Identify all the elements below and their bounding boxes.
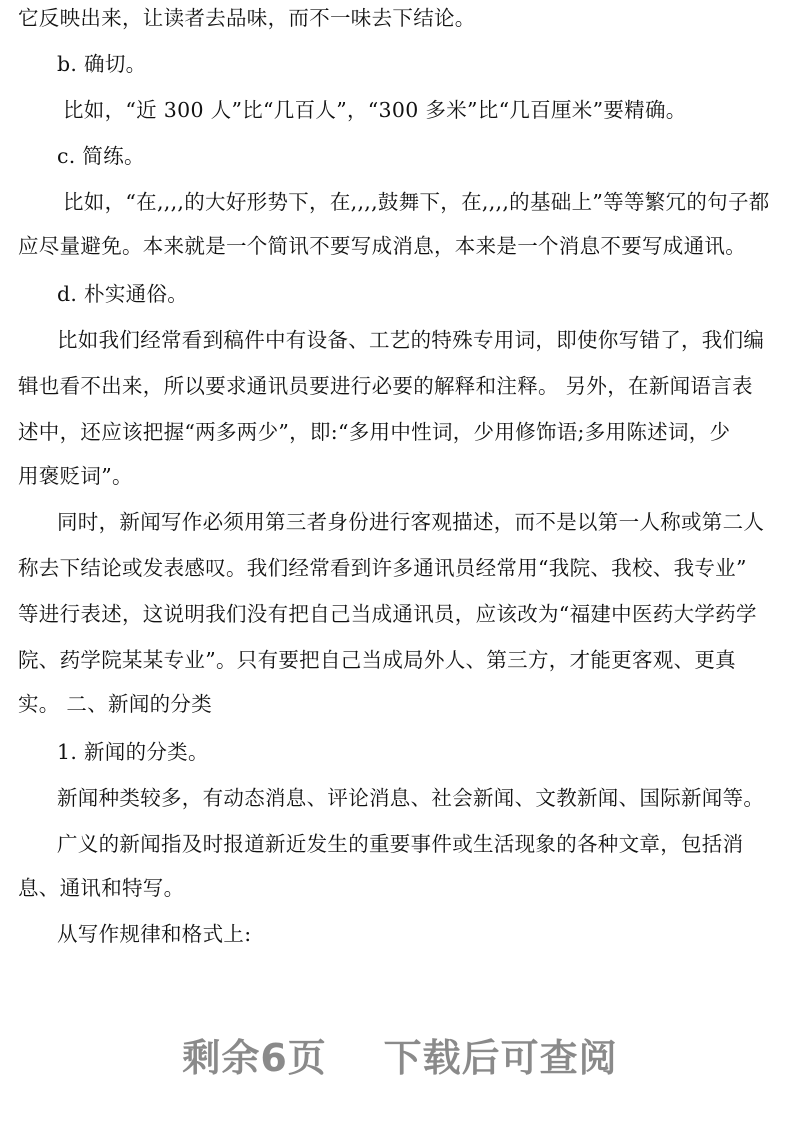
text-line: 辑也看不出来，所以要求通讯员要进行必要的解释和注释。 另外，在新闻语言表 xyxy=(18,374,753,398)
text-line: d. 朴实通俗。 xyxy=(57,282,189,306)
text-line: 等进行表述，这说明我们没有把自己当成通讯员，应该改为“福建中医药大学药学 xyxy=(18,602,757,626)
text-line: 实。 二、新闻的分类 xyxy=(18,692,213,716)
text-line: 应尽量避免。本来就是一个简讯不要写成消息，本来是一个消息不要写成通讯。 xyxy=(18,234,746,258)
text-line: 同时，新闻写作必须用第三者身份进行客观描述，而不是以第一人称或第二人 xyxy=(57,510,765,534)
text-line: 比如我们经常看到稿件中有设备、工艺的特殊专用词，即使你写错了，我们编 xyxy=(57,328,765,352)
text-line: 用褒贬词”。 xyxy=(18,464,133,488)
text-line: 广义的新闻指及时报道新近发生的重要事件或生活现象的各种文章，包括消 xyxy=(57,832,744,856)
text-line: 新闻种类较多，有动态消息、评论消息、社会新闻、文教新闻、国际新闻等。 xyxy=(57,786,765,810)
text-line: 院、药学院某某专业”。只有要把自己当成局外人、第三方，才能更客观、更真 xyxy=(18,648,736,672)
text-line: c. 简练。 xyxy=(57,144,145,168)
text-line: 1. 新闻的分类。 xyxy=(57,740,209,764)
remaining-pages-notice: 剩余6页 下载后可查阅 xyxy=(182,1036,618,1080)
text-line: 从写作规律和格式上: xyxy=(57,922,252,946)
text-line: 息、通讯和特写。 xyxy=(18,876,185,900)
text-line: 比如，“近 300 人”比“几百人”，“300 多米”比“几百厘米”要精确。 xyxy=(63,98,687,122)
text-line: 述中，还应该把握“两多两少”，即:“多用中性词，少用修饰语;多用陈述词，少 xyxy=(18,420,731,444)
text-line: 称去下结论或发表感叹。我们经常看到许多通讯员经常用“我院、我校、我专业” xyxy=(18,556,747,580)
text-line: b. 确切。 xyxy=(57,52,147,76)
text-line: 它反映出来，让读者去品味，而不一味去下结论。 xyxy=(18,6,476,30)
text-line: 比如，“在,,,,的大好形势下，在,,,,鼓舞下，在,,,,的基础上”等等繁冗的句子都 xyxy=(63,190,770,214)
